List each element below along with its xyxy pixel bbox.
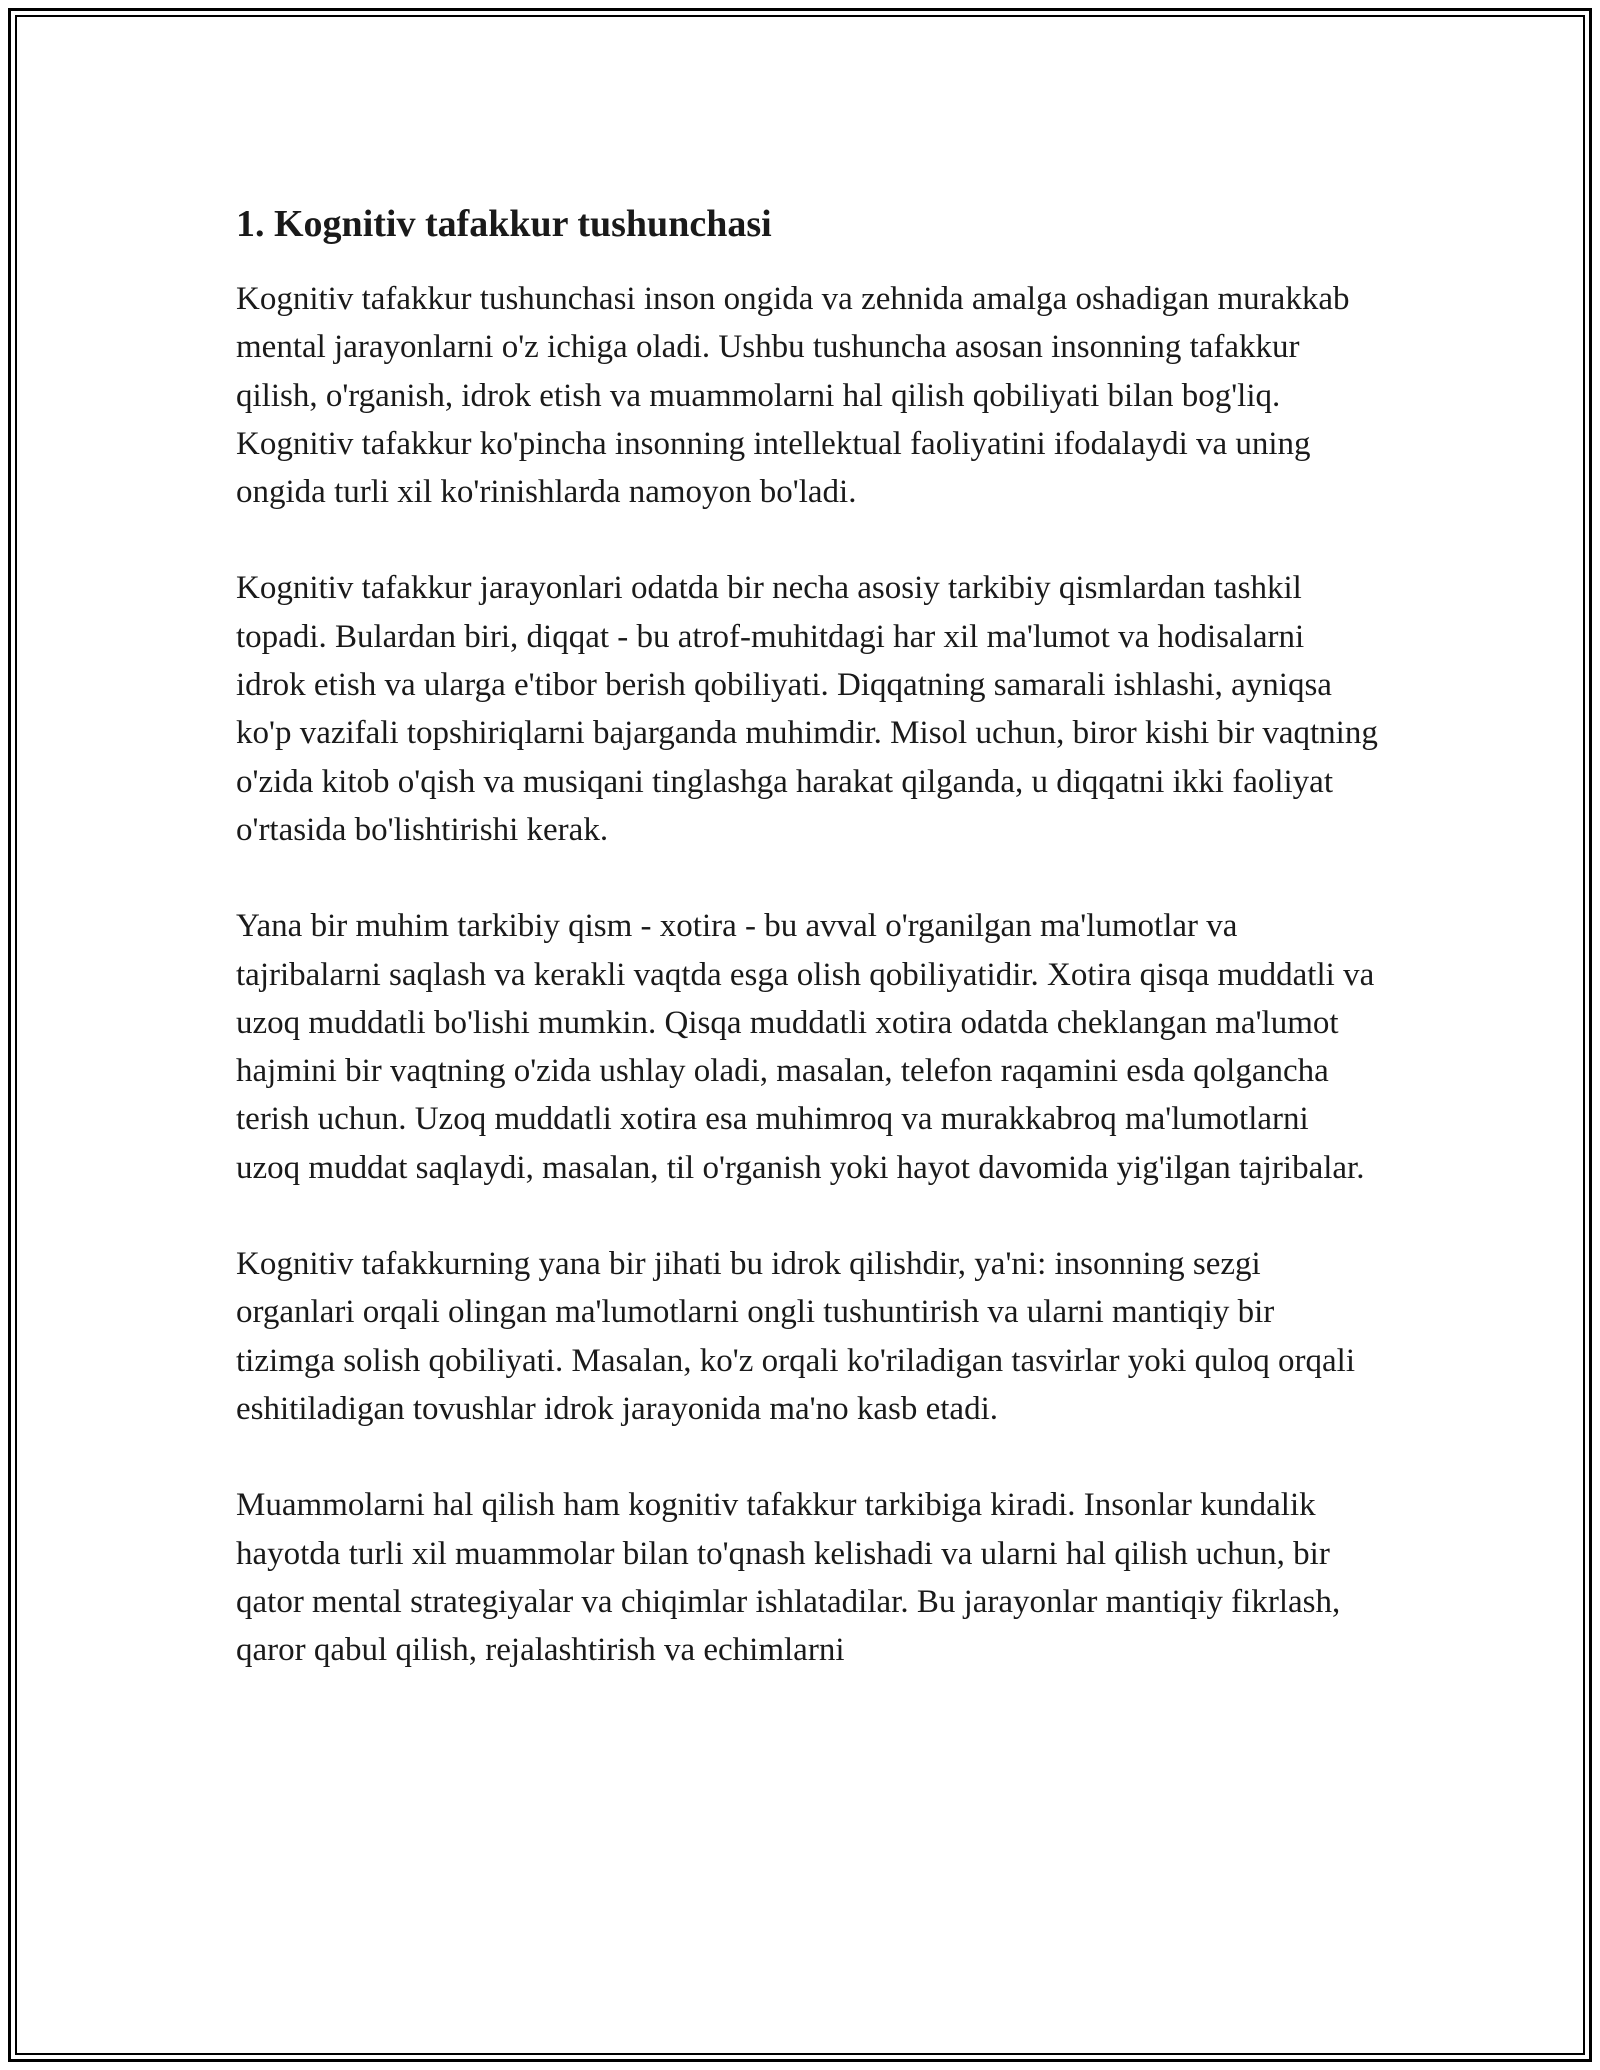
paragraph-1: Kognitiv tafakkur tushunchasi inson ongida va zehnida amalga oshadigan murakkab mental jarayonlarni o'z ichiga oladi. Ushbu tushuncha asosan insonning tafakkur qilish, o'rganish, idrok etish va muammolarni hal qilish qobiliyati bilan bog'liq. Kognitiv tafakkur ko'pincha insonning intellektual faoliyatini ifodalaydi va uning ongida turli xil ko'rinishlarda namoyon bo'ladi. xyxy=(236,281,1350,511)
paragraph-4: Kognitiv tafakkurning yana bir jihati bu idrok qilishdir, ya'ni: insonning sezgi organlari orqali olingan ma'lumotlarni ongli tushuntirish va ularni mantiqiy bir tizimga solish qobiliyati. Masalan, ko'z orqali ko'riladigan tasvirlar yoki quloq orqali eshitiladigan tovushlar idrok jarayonida ma'no kasb etadi. xyxy=(236,1246,1356,1427)
paragraph-5: Muammolarni hal qilish ham kognitiv tafakkur tarkibiga kiradi. Insonlar kundalik hayotda turli xil muammolar bilan to'qnash kelishadi va ularni hal qilish uchun, bir qator mental strategiyalar va chiqimlar ishlatadilar. Bu jarayonlar mantiqiy fikrlash, qaror qabul qilish, rejalashtirish va echimlarni xyxy=(236,1487,1341,1669)
page-frame xyxy=(8,8,1592,2062)
paragraph-3: Yana bir muhim tarkibiy qism - xotira - bu avval o'rganilgan ma'lumotlar va tajribalarni saqlash va kerakli vaqtda esga olish qobiliyatidir. Xotira qisqa muddatli va uzoq muddatli bo'lishi mumkin. Qisqa muddatli xotira odatda cheklangan ma'lumot hajmini bir vaqtning o'zida ushlay oladi, masalan, telefon raqamini esda qolgancha terish uchun. Uzoq muddatli xotira esa muhimroq va murakkabroq ma'lumotlarni uzoq muddat saqlaydi, masalan, til o'rganish yoki hayot davomida yig'ilgan tajribalar. xyxy=(236,908,1375,1186)
section-title: 1. Kognitiv tafakkur tushunchasi xyxy=(236,203,772,245)
document-body xyxy=(236,193,1381,1674)
paragraph-2: Kognitiv tafakkur jarayonlari odatda bir necha asosiy tarkibiy qismlardan tashkil topadi. Bulardan biri, diqqat - bu atrof-muhitdagi har xil ma'lumot va hodisalarni idrok etish va ularga e'tibor berish qobiliyati. Diqqatning samarali ishlashi, ayniqsa ko'p vazifali topshiriqlarni bajarganda muhimdir. Misol uchun, biror kishi bir vaqtning o'zida kitob o'qish va musiqani tinglashga harakat qilganda, u diqqatni ikki faoliyat o'rtasida bo'lishtirishi kerak. xyxy=(236,570,1378,848)
